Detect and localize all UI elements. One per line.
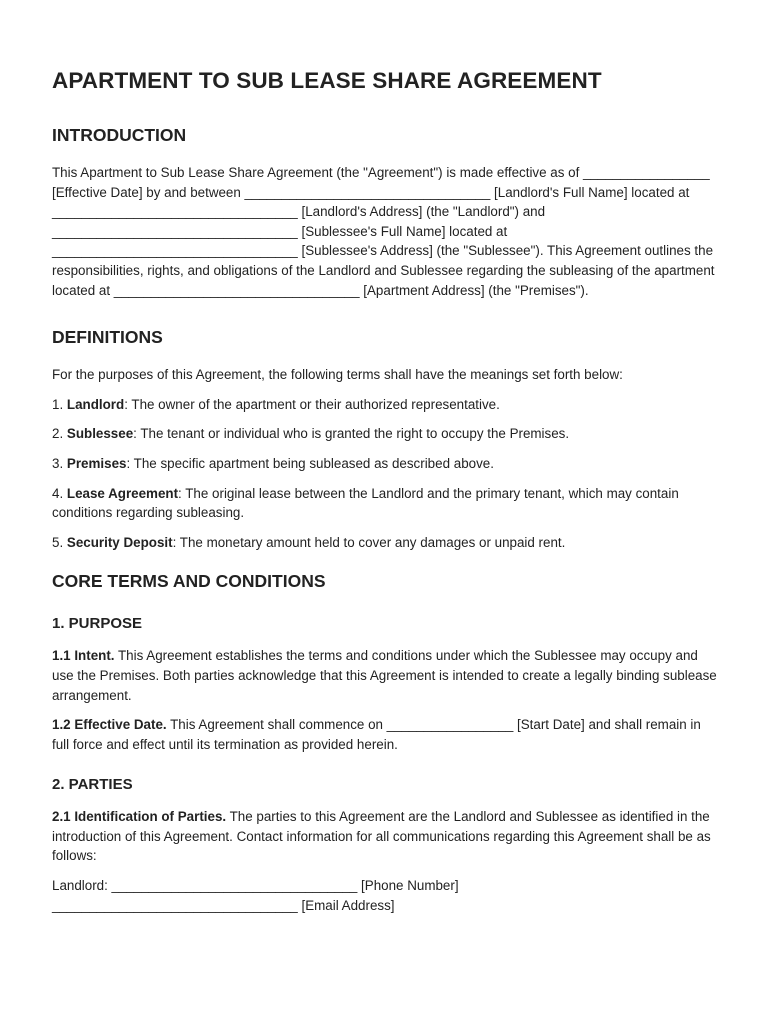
document-title: APARTMENT TO SUB LEASE SHARE AGREEMENT (52, 68, 602, 93)
clause-identification: 2.1 Identification of Parties. The parties to this Agreement are the Landlord and Sublessee as identified in the introduction of this Agreement. Contact information for all communications regarding this Agreement shall be as follows: (52, 809, 711, 864)
definition-item: 2. Sublessee: The tenant or individual who is granted the right to occupy the Premises. (52, 426, 570, 442)
definition-term: Premises (66, 455, 127, 471)
parties-heading: 2. PARTIES (52, 776, 133, 794)
definition-item: 5. Security Deposit: The monetary amount held to cover any damages or unpaid rent. (52, 534, 566, 550)
introduction-paragraph: This Apartment to Sub Lease Share Agreement (the "Agreement") is made effective as of _________________ [Effective Date] by and between _________________________________ [Landlord's Full Name] located at _________________________________ [Landlord's Address] (the "Landlord") and _________________________________ [Sublessee's Full Name] located at _________________________________ [Sublessee's Address] (the "Sublessee"). This Agreement outlines the responsibilities, rights, and obligations of the Landlord and Sublessee regarding the subleasing of the apartment located at _________________________________ [Apartment Address] (the "Premises"). (52, 165, 715, 298)
landlord-email-line: _________________________________ [Email Address] (52, 897, 395, 913)
clause-effective-date: 1.2 Effective Date. This Agreement shall commence on _________________ [Start Date] and shall remain in full force and effect until its termination as provided herein. (52, 717, 701, 752)
definition-item: 1. Landlord: The owner of the apartment or their authorized representative. (52, 396, 500, 412)
clause-intent: 1.1 Intent. This Agreement establishes the terms and conditions under which the Sublessee may occupy and use the Premises. Both parties acknowledge that this Agreement is intended to create a legally binding sublease arrangement. (52, 648, 717, 703)
clause-label: 1.2 Effective Date. (52, 717, 167, 733)
definition-term: Sublessee (66, 426, 134, 442)
definition-term: Landlord (66, 396, 125, 412)
core-terms-heading: CORE TERMS AND CONDITIONS (52, 571, 326, 592)
definition-item: 4. Lease Agreement: The original lease between the Landlord and the primary tenant, which may contain conditions regarding subleasing. (52, 485, 679, 521)
landlord-phone-line: Landlord: _________________________________ [Phone Number] (52, 878, 459, 894)
definition-item: 3. Premises: The specific apartment being subleased as described above. (52, 455, 494, 471)
definitions-heading: DEFINITIONS (52, 327, 163, 348)
definition-term: Lease Agreement (66, 485, 179, 501)
clause-label: 2.1 Identification of Parties. (52, 809, 227, 825)
purpose-heading: 1. PURPOSE (52, 615, 143, 633)
introduction-heading: INTRODUCTION (52, 125, 187, 145)
clause-label: 1.1 Intent. (52, 648, 115, 664)
definition-term: Security Deposit (66, 534, 173, 550)
definitions-lead: For the purposes of this Agreement, the following terms shall have the meanings set forth below: (52, 367, 623, 383)
